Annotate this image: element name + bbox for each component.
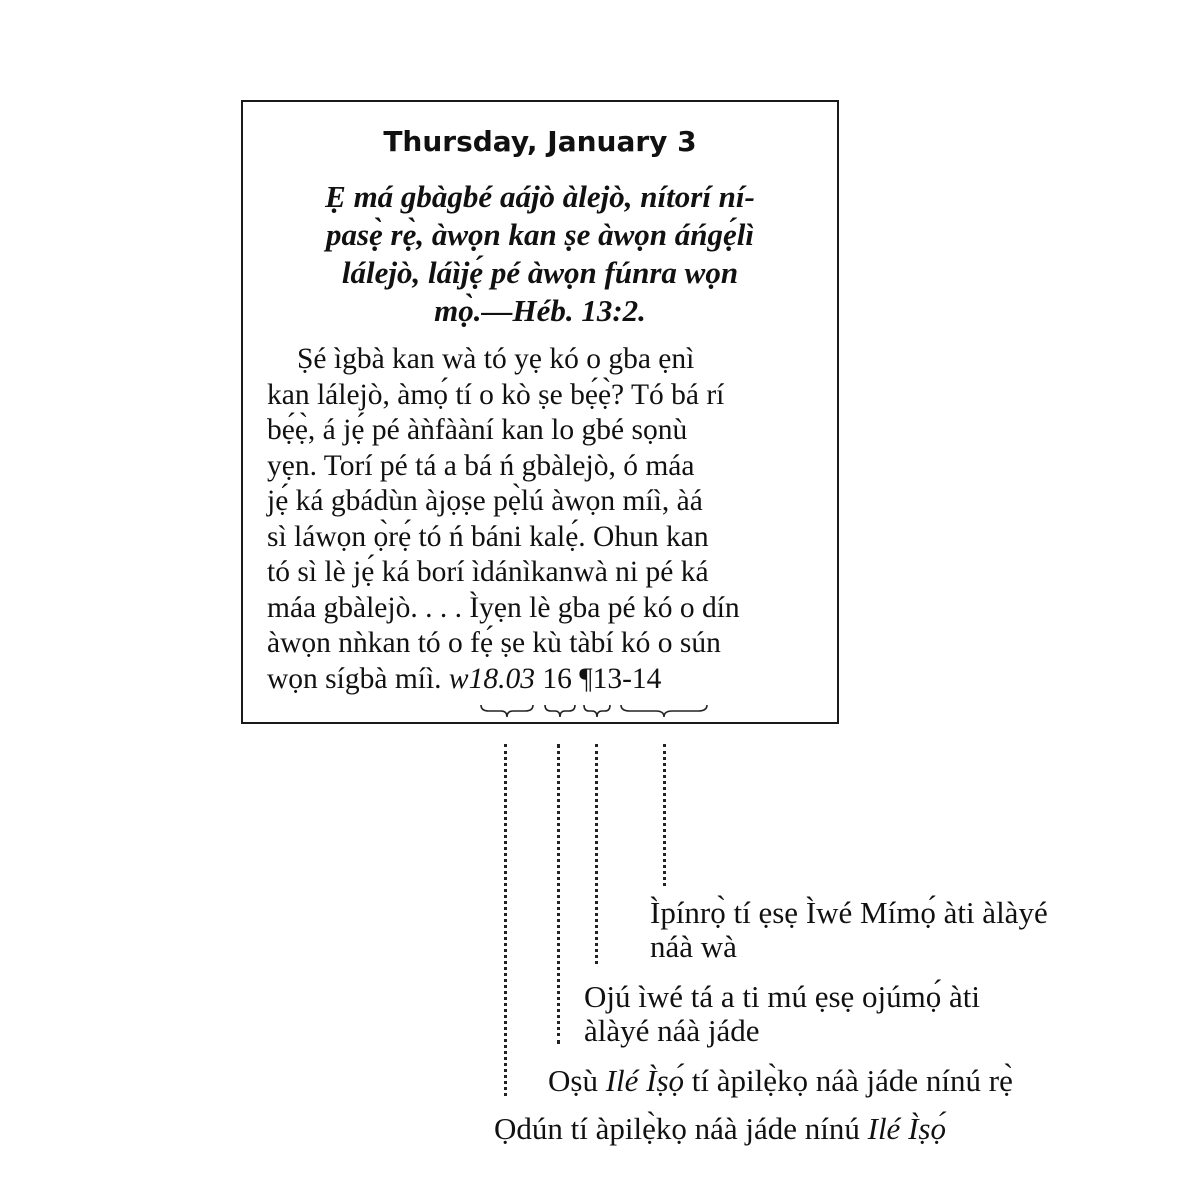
paragraph-line: máa gbàlejò. . . . Ìyẹn lè gba pé kó o dín: [267, 591, 740, 624]
paragraphs-label-line: náà wà: [650, 929, 737, 964]
scripture-verse: [273, 178, 807, 330]
leader-line-month: [557, 744, 560, 1044]
verse-line: pasẹ̀ rẹ̀, àwọn kan ṣe àwọn áńgẹ́lì: [325, 217, 755, 252]
brace-paragraphs: [620, 704, 708, 718]
paragraphs-label-line: Ìpínrọ̀ tí ẹsẹ Ìwé Mímọ́ àti àlàyé: [650, 895, 1048, 930]
paragraph-line: Ṣé ìgbà kan wà tó yẹ kó o gba ẹnì: [297, 343, 695, 375]
commentary-paragraph: [267, 342, 817, 697]
brace-month: [544, 704, 576, 718]
paragraph-line: àwọn nǹkan tó o fẹ́ ṣe kù tàbí kó o sún: [267, 627, 721, 659]
year-label: [494, 1112, 946, 1146]
year-label-prefix: Ọdún tí àpilẹ̀kọ náà jáde nínú: [494, 1111, 860, 1146]
page-label-line: àlàyé náà jáde: [584, 1013, 760, 1048]
verse-line: lálejò, láìjẹ́ pé àwọn fúnra wọn: [341, 255, 739, 290]
month-label: [548, 1064, 1013, 1098]
month-label-prefix: Oṣù: [548, 1063, 598, 1098]
paragraph-line: jẹ́ ká gbádùn àjọṣe pẹ̀lú àwọn míì, àá: [267, 485, 703, 517]
paragraphs-label: [650, 896, 1048, 964]
leader-line-page: [595, 744, 598, 964]
verse-line: Ẹ má gbàgbé aájò àlejò, nítorí ní-: [325, 179, 755, 214]
paragraph-line: kan lálejò, àmọ́ tí o kò ṣe bẹ́ẹ̀? Tó bá rí: [267, 378, 725, 411]
page-label: [584, 980, 980, 1048]
month-label-publication: Ilé Ìṣọ́: [605, 1063, 685, 1098]
page-label-line: Ojú ìwé tá a ti mú ẹsẹ ojúmọ́ àti: [584, 979, 981, 1014]
brace-page: [583, 704, 611, 718]
reference-page: 16: [542, 662, 572, 695]
paragraph-line: tó sì lè jẹ́ ká borí ìdánìkanwà ni pé ká: [267, 556, 709, 588]
paragraph-line: yẹn. Torí pé tá a bá ń gbàlejò, ó máa: [267, 449, 695, 482]
paragraph-line: bẹ́ẹ̀, á jẹ́ pé àǹfààní kan lo gbé sọnù: [267, 414, 688, 446]
daily-text-box: [241, 100, 839, 724]
reference-publication: w18.03: [448, 662, 535, 695]
month-label-suffix: tí àpilẹ̀kọ náà jáde nínú rẹ̀: [691, 1063, 1013, 1098]
brace-year-month: [480, 704, 534, 718]
paragraph-last-line: [267, 662, 817, 698]
year-label-publication: Ilé Ìṣọ́: [867, 1111, 946, 1146]
verse-line: mọ̀.—Héb. 13:2.: [434, 293, 646, 328]
paragraph-line-text: wọn sígbà míì.: [267, 662, 442, 695]
leader-line-year: [504, 744, 507, 1096]
reference-paragraphs: ¶13-14: [579, 662, 662, 695]
leader-line-paragraphs: [663, 744, 666, 886]
paragraph-line: sì láwọn ọ̀rẹ́ tó ń báni kalẹ́. Ohun kan: [267, 520, 709, 553]
date-heading: Thursday, January 3: [383, 125, 697, 158]
